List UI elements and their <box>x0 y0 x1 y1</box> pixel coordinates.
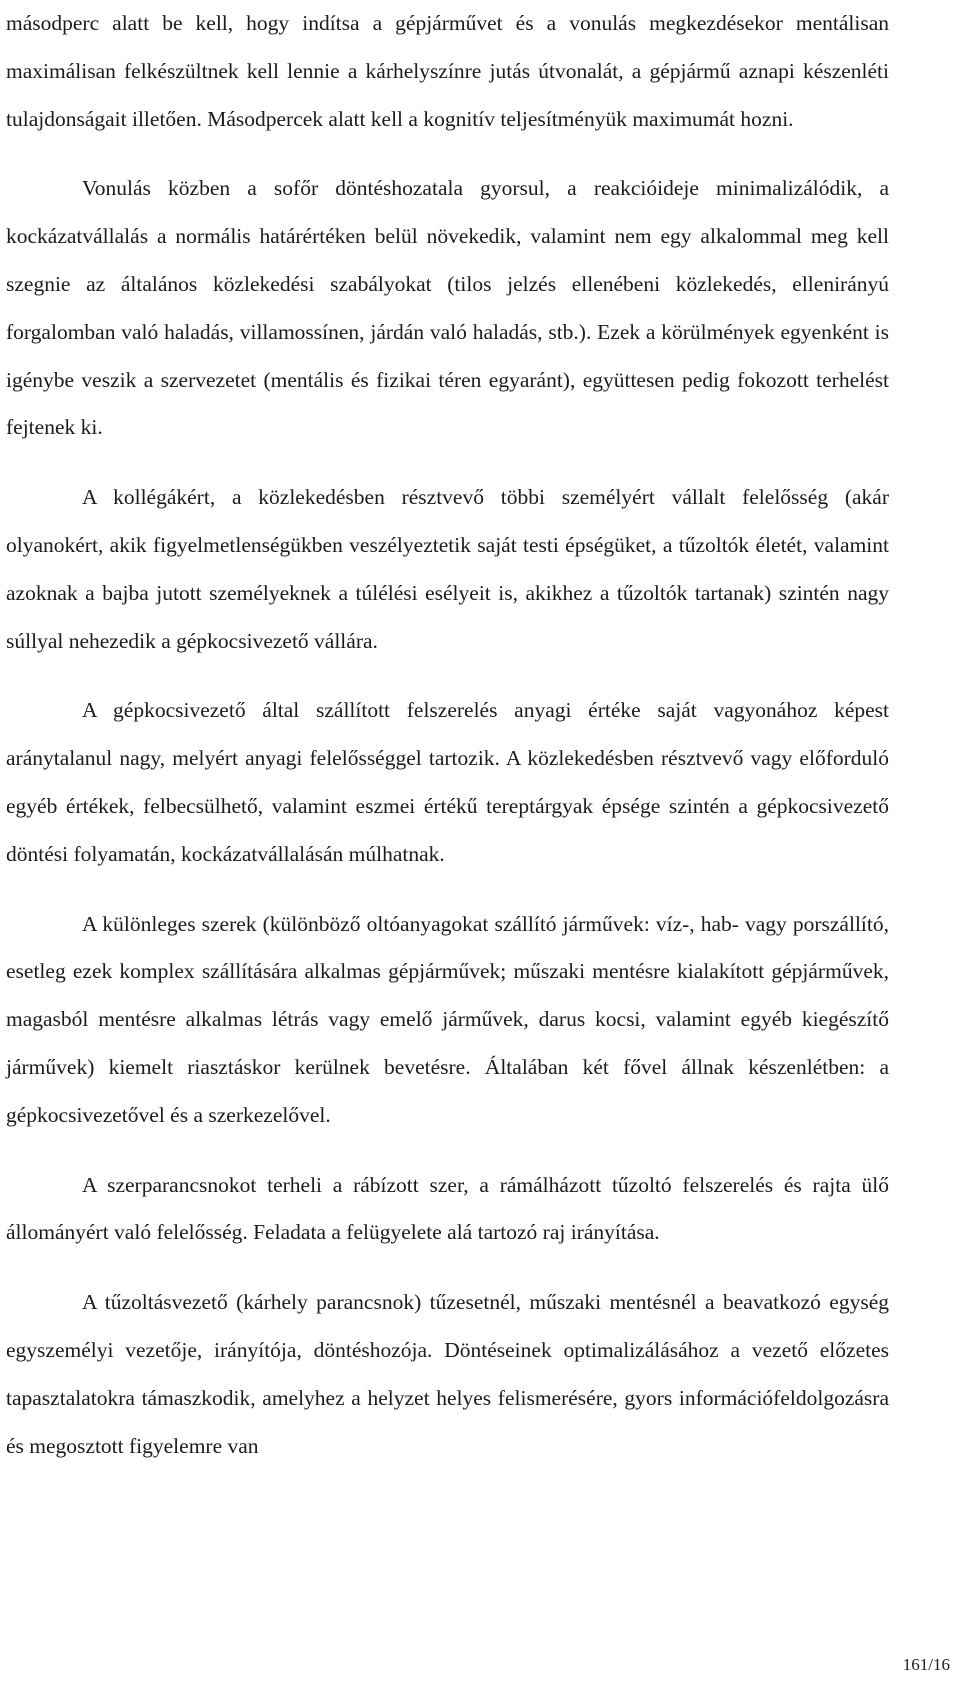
paragraph-continuation: másodperc alatt be kell, hogy indítsa a gépjárművet és a vonulás megkezdésekor mentálisan maximálisan felkészültnek kell lennie a kárhelyszínre jutás útvonalát, a gépjármű aznapi készenléti tulajdonságait illetően. Másodpercek alatt kell a kognitív teljesítményük maximumát hozni. <box>6 11 889 131</box>
document-page <box>6 0 889 1492</box>
paragraph-kulonleges-szerek: A különleges szerek (különböző oltóanyagokat szállító járművek: víz-, hab- vagy porszállító, esetleg ezek komplex szállítására alkalmas gépjárművek; műszaki mentésre kialakított gépjárművek, magasból mentésre alkalmas létrás vagy emelő járművek, darus kocsi, valamint egyéb kiegészítő járművek) kiemelt riasztáskor kerülnek bevetésre. Általában két fővel állnak készenlétben: a gépkocsivezetővel és a szerkezelővel. <box>6 911 889 1127</box>
paragraph-vonulas: Vonulás közben a sofőr döntéshozatala gyorsul, a reakcióideje minimalizálódik, a kockázatvállalás a normális határértéken belül növekedik, valamint nem egy alkalommal meg kell szegnie az általános közlekedési szabályokat (tilos jelzés ellenébeni közlekedés, ellenirányú forgalomban való haladás, villamossínen, járdán való haladás, stb.). Ezek a körülmények egyenként is igénybe veszik a szervezetet (mentális és fizikai téren egyaránt), együttesen pedig fokozott terhelést fejtenek ki. <box>6 176 889 440</box>
paragraph-felszereles: A gépkocsivezető által szállított felszerelés anyagi értéke saját vagyonához képest aránytalanul nagy, melyért anyagi felelősséggel tartozik. A közlekedésben résztvevő vagy előforduló egyéb értékek, felbecsülhető, valamint eszmei értékű tereptárgyak épsége szintén a gépkocsivezető döntési folyamatán, kockázatvállalásán múlhatnak. <box>6 698 889 866</box>
paragraph-tuzoltasvezeto: A tűzoltásvezető (kárhely parancsnok) tűzesetnél, műszaki mentésnél a beavatkozó egység egyszemélyi vezetője, irányítója, döntéshozója. Döntéseinek optimalizálásához a vezető előzetes tapasztalatokra támaszkodik, amelyhez a helyzet helyes felismerésére, gyors információfeldolgozásra és megosztott figyelemre van <box>6 1290 889 1458</box>
paragraph-szerparancsnok: A szerparancsnokot terheli a rábízott szer, a rámálházott tűzoltó felszerelés és rajta ülő állományért való felelősség. Feladata a felügyelete alá tartozó raj irányítása. <box>6 1172 889 1245</box>
paragraph-felelosseg: A kollégákért, a közlekedésben résztvevő többi személyért vállalt felelősség (akár olyanokért, akik figyelmetlenségükben veszélyeztetik saját testi épségüket, a tűzoltók életét, valamint azoknak a bajba jutott személyeknek a túlélési esélyeit is, akikhez a tűzoltók tartanak) szintén nagy súllyal nehezedik a gépkocsivezető vállára. <box>6 485 889 653</box>
page-number: 161/16 <box>902 1655 950 1674</box>
